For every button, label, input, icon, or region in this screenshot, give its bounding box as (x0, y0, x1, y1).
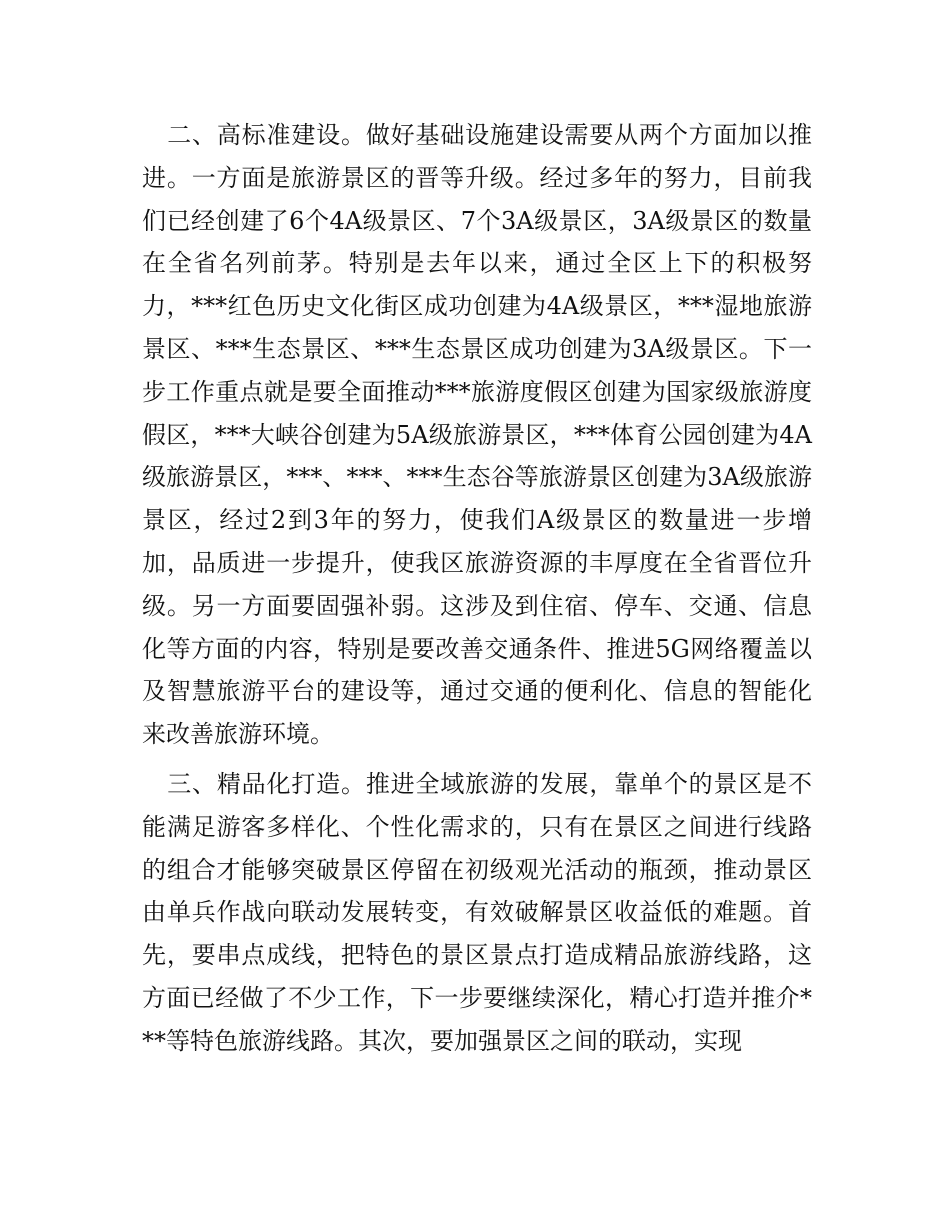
paragraph-boutique-development: 三、精品化打造。推进全域旅游的发展，靠单个的景区是不能满足游客多样化、个性化需求的，只有在景区之间进行线路的组合才能够突破景区停留在初级观光活动的瓶颈，推动景区由单兵作战向联动发展转变，有效破解景区收益低的难题。首先，要串点成线，把特色的景区景点打造成精品旅游线路，这方面已经做了不少工作，下一步要继续深化，精心打造并推介***等特色旅游线路。其次，要加强景区之间的联动，实现 (142, 769, 812, 1055)
paragraph-high-standard-construction: 二、高标准建设。做好基础设施建设需要从两个方面加以推进。一方面是旅游景区的晋等升级。经过多年的努力，目前我们已经创建了6个4A级景区、7个3A级景区，3A级景区的数量在全省名列前茅。特别是去年以来，通过全区上下的积极努力，***红色历史文化街区成功创建为4A级景区，***湿地旅游景区、***生态景区、***生态景区成功创建为3A级景区。下一步工作重点就是要全面推动***旅游度假区创建为国家级旅游度假区，***大峡谷创建为5A级旅游景区，***体育公园创建为4A级旅游景区，***、***、***生态谷等旅游景区创建为3A级旅游景区，经过2到3年的努力，使我们A级景区的数量进一步增加，品质进一步提升，使我区旅游资源的丰厚度在全省晋位升级。另一方面要固强补弱。这涉及到住宿、停车、交通、信息化等方面的内容，特别是要改善交通条件、推进5G网络覆盖以及智慧旅游平台的建设等，通过交通的便利化、信息的智能化来改善旅游环境。 (142, 121, 812, 749)
document-body (142, 114, 812, 1070)
